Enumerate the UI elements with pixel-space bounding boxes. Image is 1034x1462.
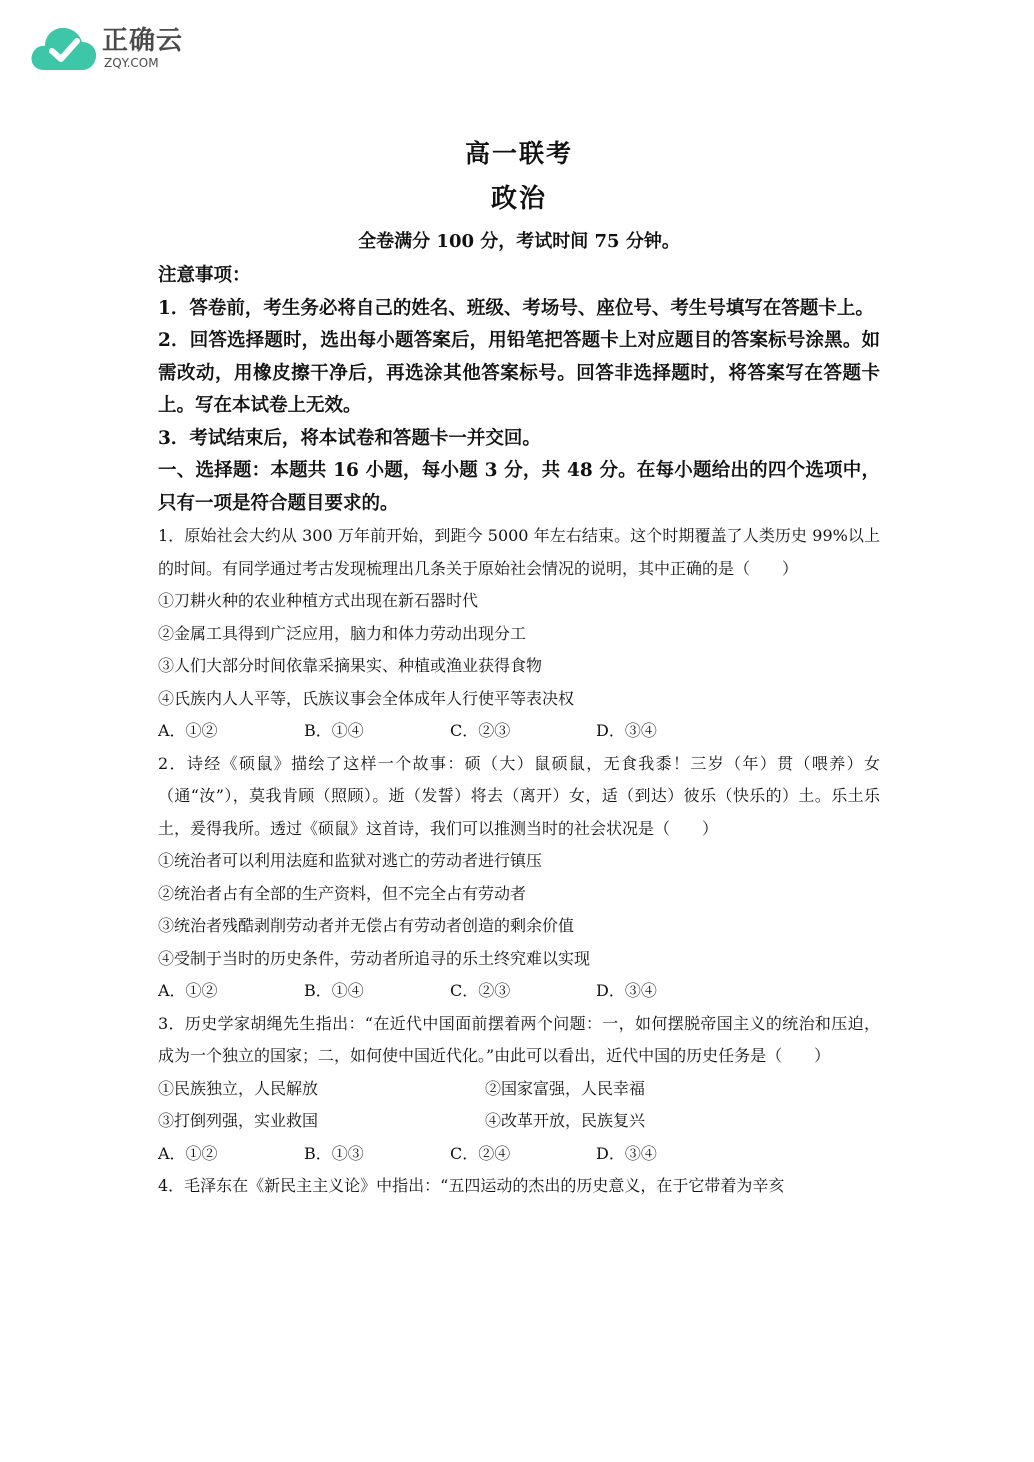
option-c: C．②③ xyxy=(450,981,511,1000)
statement: ①刀耕火种的农业种植方式出现在新石器时代 xyxy=(158,591,479,610)
question-1 xyxy=(158,520,880,748)
statement: ①统治者可以利用法庭和监狱对逃亡的劳动者进行镇压 xyxy=(158,851,543,870)
question-stem: 4．毛泽东在《新民主主义论》中指出：“五四运动的杰出的历史意义，在于它带着为辛亥 xyxy=(158,1176,785,1195)
logo-subtext: ZQY.COM xyxy=(104,56,159,70)
statement: ①民族独立，人民解放 xyxy=(158,1078,319,1098)
option-d: D．③④ xyxy=(596,1143,657,1163)
logo xyxy=(30,24,190,74)
statement: ④氏族内人人平等，氏族议事会全体成年人行使平等表决权 xyxy=(158,688,575,708)
statement: ②金属工具得到广泛应用，脑力和体力劳动出现分工 xyxy=(158,623,527,643)
option-a: A．①② xyxy=(158,721,218,740)
question-2 xyxy=(158,748,880,1008)
statement: ③打倒列强，实业救国 xyxy=(158,1111,319,1130)
exam-content xyxy=(158,132,880,1203)
option-c: C．②④ xyxy=(450,1143,511,1163)
option-a: A．①② xyxy=(158,981,218,1000)
notice-item: 2．回答选择题时，选出每小题答案后，用铅笔把答题卡上对应题目的答案标号涂黑。如需改动，用橡皮擦干净后，再选涂其他答案标号。回答非选择题时，将答案写在答题卡上。写在本试卷上无效。 xyxy=(158,330,880,416)
statement: ④改革开放，民族复兴 xyxy=(485,1111,646,1130)
statement-row xyxy=(158,1105,880,1138)
answer-options xyxy=(158,1138,880,1171)
notice-heading: 注意事项： xyxy=(158,265,251,286)
option-b: B．①④ xyxy=(304,981,364,1000)
option-d: D．③④ xyxy=(596,721,657,740)
option-b: B．①③ xyxy=(304,1143,364,1163)
notice-item: 1．答卷前，考生务必将自己的姓名、班级、考场号、座位号、考生号填写在答题卡上。 xyxy=(158,297,874,319)
statement: ②国家富强，人民幸福 xyxy=(485,1078,646,1098)
section-heading: 一、选择题：本题共 16 小题，每小题 3 分，共 48 分。在每小题给出的四个选项中，只有一项是符合题目要求的。 xyxy=(158,460,880,514)
statement-row xyxy=(158,1073,880,1106)
exam-title: 高一联考 xyxy=(464,139,573,168)
question-3 xyxy=(158,1008,880,1171)
exam-subject: 政治 xyxy=(490,184,547,214)
answer-options xyxy=(158,715,880,748)
logo-text: 正确云 xyxy=(102,26,184,56)
answer-options xyxy=(158,975,880,1008)
exam-meta: 全卷满分 100 分，考试时间 75 分钟。 xyxy=(358,231,680,252)
statement: ③统治者残酷剥削劳动者并无偿占有劳动者创造的剩余价值 xyxy=(158,916,575,935)
option-c: C．②③ xyxy=(450,721,511,740)
question-stem: 2．诗经《硕鼠》描绘了这样一个故事：硕（大）鼠硕鼠，无食我黍！三岁（年）贯（喂养）女（通“汝”），莫我肯顾（照顾）。逝（发誓）将去（离开）女，适（到达）彼乐（快乐的）土。乐土乐土，爰得我所。透过《硕鼠》这首诗，我们可以推测当时的社会状况是（ ） xyxy=(158,753,880,838)
option-d: D．③④ xyxy=(596,981,657,1000)
cloud-check-icon xyxy=(30,24,98,72)
statement: ④受制于当时的历史条件，劳动者所追寻的乐土终究难以实现 xyxy=(158,948,591,968)
question-stem: 3．历史学家胡绳先生指出：“在近代中国面前摆着两个问题：一，如何摆脱帝国主义的统治和压迫，成为一个独立的国家；二，如何使中国近代化。”由此可以看出，近代中国的历史任务是（ ） xyxy=(158,1013,880,1065)
question-4 xyxy=(158,1170,880,1203)
notice-item: 3．考试结束后，将本试卷和答题卡一并交回。 xyxy=(158,427,541,449)
question-stem: 1．原始社会大约从 300 万年前开始，到距今 5000 年左右结束。这个时期覆盖了人类历史 99%以上的时间。有同学通过考古发现梳理出几条关于原始社会情况的说明，其中正确的是（ ） xyxy=(158,526,880,578)
option-b: B．①④ xyxy=(304,721,364,740)
statement: ②统治者占有全部的生产资料，但不完全占有劳动者 xyxy=(158,883,527,903)
statement: ③人们大部分时间依靠采摘果实、种植或渔业获得食物 xyxy=(158,656,543,675)
option-a: A．①② xyxy=(158,1143,218,1163)
